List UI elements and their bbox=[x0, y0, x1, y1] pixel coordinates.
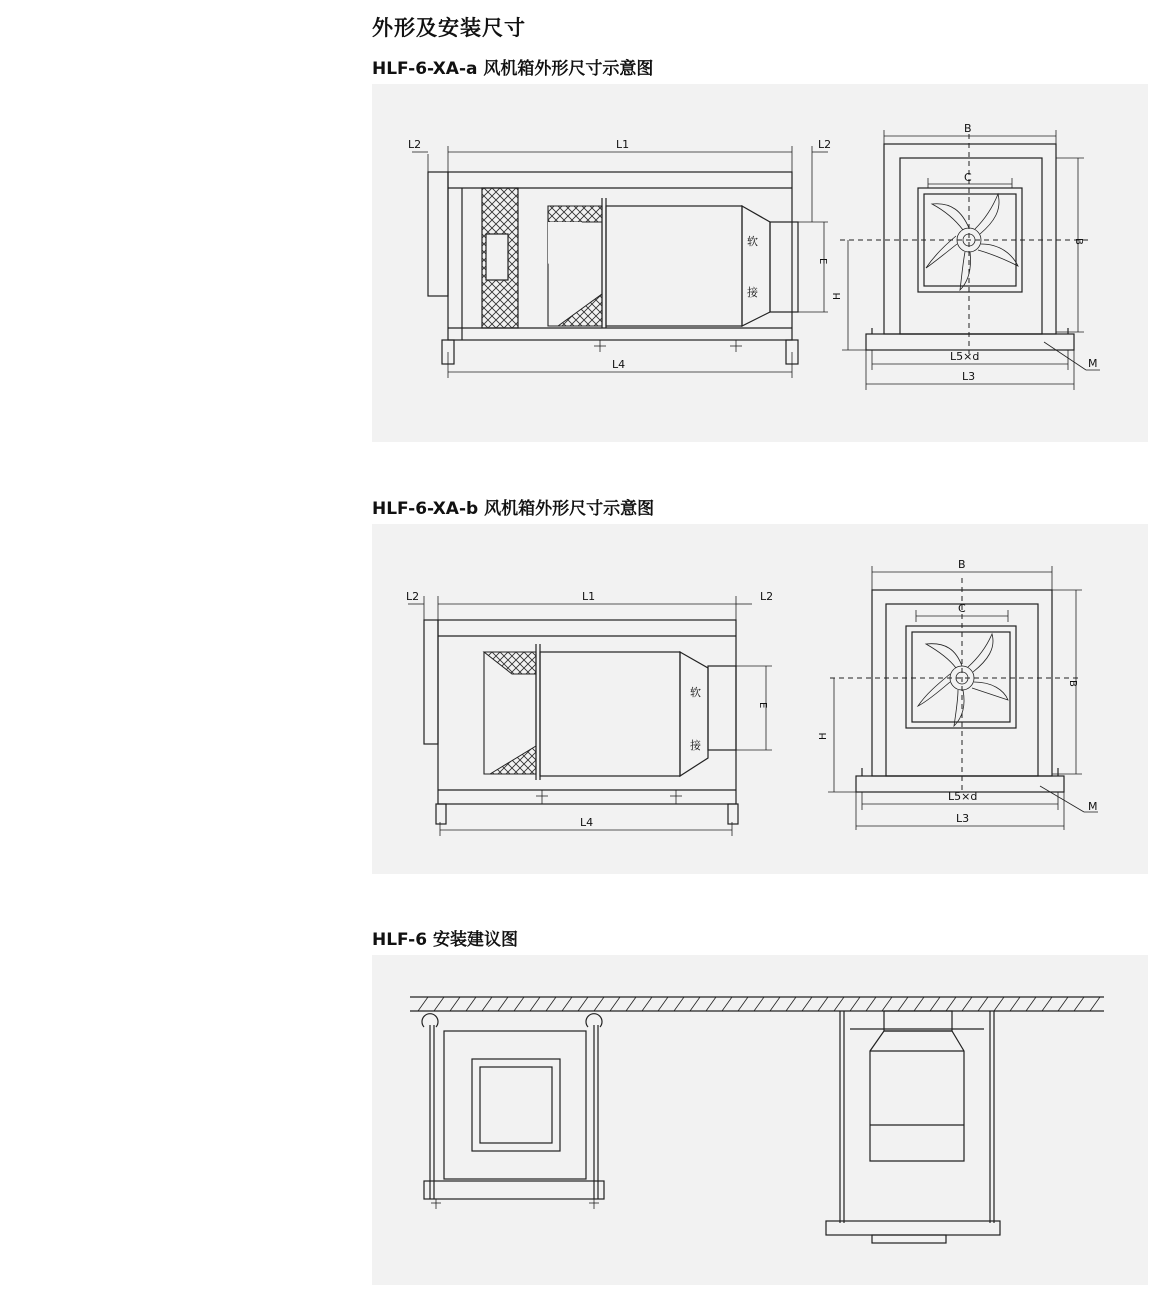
ceiling-hatch-line bbox=[690, 997, 700, 1011]
impeller bbox=[926, 194, 1018, 290]
dim-l4: L4 bbox=[580, 816, 594, 829]
ceiling-hatch-line bbox=[594, 997, 604, 1011]
ceiling-hatch-line bbox=[1026, 997, 1036, 1011]
ceiling-hatch-line bbox=[994, 997, 1004, 1011]
ceiling bbox=[410, 997, 1104, 1011]
ceiling-hatch-line bbox=[738, 997, 748, 1011]
front-view bbox=[832, 122, 1100, 390]
figure-a-drawing bbox=[372, 84, 1148, 442]
fan-housing bbox=[606, 206, 742, 326]
ceiling-hatch-line bbox=[418, 997, 428, 1011]
ceiling-hatch-line bbox=[786, 997, 796, 1011]
figure-a-panel bbox=[372, 84, 1148, 442]
dim-c: C bbox=[958, 602, 966, 615]
ceiling-hatch-line bbox=[914, 997, 924, 1011]
dim-l5d: L5×d bbox=[948, 790, 978, 803]
ceiling-hatch-line bbox=[1074, 997, 1084, 1011]
dim-l1: L1 bbox=[582, 590, 596, 603]
ceiling-hatch-line bbox=[1058, 997, 1068, 1011]
ceiling-hatch-line bbox=[946, 997, 956, 1011]
ceiling-hatch-line bbox=[1042, 997, 1052, 1011]
ceiling-hatch-line bbox=[658, 997, 668, 1011]
dim-l2-left: L2 bbox=[406, 590, 420, 603]
ceiling-hatch-line bbox=[754, 997, 764, 1011]
ceiling-hatch-line bbox=[642, 997, 652, 1011]
dim-b-side: B bbox=[1073, 238, 1084, 245]
ceiling-hatch-line bbox=[850, 997, 860, 1011]
dim-m: M bbox=[1088, 357, 1098, 370]
ceiling-hatch-line bbox=[530, 997, 540, 1011]
ceiling-hatch-line bbox=[882, 997, 892, 1011]
dim-l3: L3 bbox=[962, 370, 976, 383]
soft-label: 软 bbox=[690, 686, 701, 699]
ceiling-hatch-line bbox=[498, 997, 508, 1011]
dim-m: M bbox=[1088, 800, 1098, 813]
ceiling-hatch-line bbox=[450, 997, 460, 1011]
figure-c-title: HLF-6 安装建议图 bbox=[372, 930, 518, 950]
page-title: 外形及安装尺寸 bbox=[372, 16, 526, 40]
side-view bbox=[406, 590, 773, 836]
ceiling-hatch-line bbox=[802, 997, 812, 1011]
figure-c-drawing bbox=[372, 955, 1148, 1285]
ceiling-hatch-line bbox=[514, 997, 524, 1011]
dim-l4: L4 bbox=[612, 358, 626, 371]
soft-label: 软 bbox=[747, 235, 758, 248]
dim-e: E bbox=[817, 258, 828, 265]
fan-housing bbox=[540, 652, 680, 776]
figure-b-drawing bbox=[372, 524, 1148, 874]
figure-b-title: HLF-6-XA-b 风机箱外形尺寸示意图 bbox=[372, 499, 655, 519]
outlet-flange bbox=[770, 222, 798, 312]
ceiling-hatch-line bbox=[834, 997, 844, 1011]
dim-b-top: B bbox=[964, 122, 972, 135]
ceiling-hatch-line bbox=[562, 997, 572, 1011]
joint-label: 接 bbox=[747, 286, 758, 299]
dim-l5d: L5×d bbox=[950, 350, 980, 363]
ceiling-hatch-line bbox=[674, 997, 684, 1011]
ceiling-hatch-line bbox=[626, 997, 636, 1011]
figure-a-title: HLF-6-XA-a 风机箱外形尺寸示意图 bbox=[372, 59, 654, 79]
ceiling-hatch-line bbox=[1090, 997, 1100, 1011]
ceiling-hatch-line bbox=[610, 997, 620, 1011]
hanging-unit-side bbox=[826, 1011, 1000, 1243]
side-view bbox=[408, 138, 831, 378]
dim-b-top: B bbox=[958, 558, 966, 571]
dim-h: H bbox=[818, 732, 829, 740]
ceiling-hatch-line bbox=[434, 997, 444, 1011]
ceiling-hatch-line bbox=[706, 997, 716, 1011]
ceiling-hatch-line bbox=[546, 997, 556, 1011]
ceiling-hatch-line bbox=[466, 997, 476, 1011]
joint-label: 接 bbox=[690, 739, 701, 752]
inlet-flange bbox=[424, 620, 438, 744]
figure-b-panel bbox=[372, 524, 1148, 874]
dim-l3: L3 bbox=[956, 812, 970, 825]
ceiling-hatch-line bbox=[482, 997, 492, 1011]
dim-l2-right: L2 bbox=[818, 138, 832, 151]
ceiling-hatch-line bbox=[962, 997, 972, 1011]
dim-l2-right: L2 bbox=[760, 590, 774, 603]
impeller bbox=[918, 634, 1008, 726]
ceiling-hatch-line bbox=[722, 997, 732, 1011]
dim-l2-left: L2 bbox=[408, 138, 422, 151]
inlet-flange bbox=[428, 172, 448, 296]
hanging-unit-front bbox=[422, 1014, 604, 1209]
front-view bbox=[818, 558, 1098, 830]
ceiling-hatch-line bbox=[1010, 997, 1020, 1011]
dim-h: H bbox=[832, 292, 843, 300]
figure-c-panel bbox=[372, 955, 1148, 1285]
outlet-flange bbox=[708, 666, 736, 750]
dim-b-side: B bbox=[1067, 680, 1078, 687]
ceiling-hatch-line bbox=[898, 997, 908, 1011]
ceiling-hatch-line bbox=[930, 997, 940, 1011]
ceiling-hatch-line bbox=[866, 997, 876, 1011]
ceiling-hatch-line bbox=[978, 997, 988, 1011]
ceiling-hatch-line bbox=[770, 997, 780, 1011]
ceiling-hatch-line bbox=[818, 997, 828, 1011]
dim-c: C bbox=[964, 171, 972, 184]
ceiling-hatch-line bbox=[578, 997, 588, 1011]
dim-e: E bbox=[757, 702, 768, 709]
dim-l1: L1 bbox=[616, 138, 630, 151]
